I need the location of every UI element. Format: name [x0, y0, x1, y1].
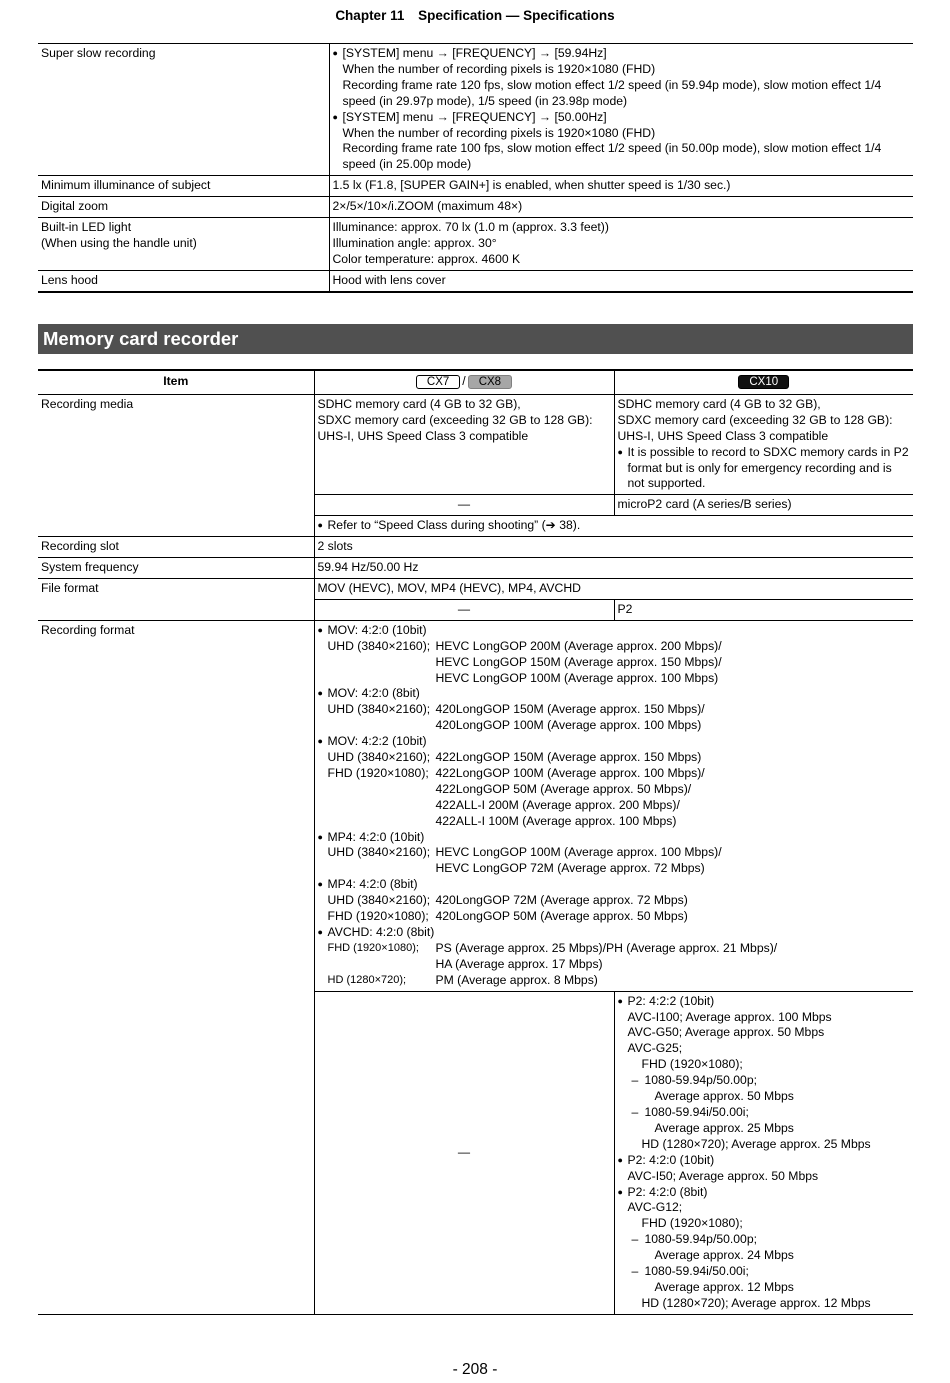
- row-value: [329, 44, 913, 176]
- text-line: UHS-I, UHS Speed Class 3 compatible: [617, 428, 829, 443]
- recording-slot-value: 2 slots: [314, 537, 913, 558]
- empty-dash: —: [314, 599, 614, 620]
- format-line: [318, 782, 911, 798]
- text-line: 1.5 lx (F1.8, [SUPER GAIN+] is enabled, when shutter speed is 1/30 sec.): [332, 178, 731, 193]
- p2-format-list: [614, 991, 913, 1314]
- format-line: HD (1280×720); Average approx. 12 Mbps: [641, 1295, 871, 1310]
- bullet-note: ● Refer to “Speed Class during shooting” (➔ 38).: [318, 518, 911, 534]
- format-resolution: UHD (3840×2160);: [327, 638, 431, 653]
- chapter-title: Specification — Specifications: [418, 8, 615, 23]
- sub-dash: –: [631, 1232, 639, 1247]
- format-line: [318, 893, 911, 909]
- format-resolution: UHD (3840×2160);: [327, 702, 431, 717]
- format-resolution: [328, 957, 436, 973]
- row-label-recording-format: Recording format: [38, 620, 314, 1314]
- format-resolution: [328, 814, 436, 830]
- row-label-file-format: File format: [38, 578, 314, 620]
- format-line: [318, 973, 911, 989]
- text-line: SDHC memory card (4 GB to 32 GB),: [317, 396, 521, 411]
- format-group-title: ● MOV: 4:2:0 (10bit): [318, 623, 911, 639]
- media-p2: microP2 card (A series/B series): [614, 495, 913, 516]
- badge-separator: /: [462, 374, 466, 388]
- format-resolution: HD (1280×720);: [327, 973, 407, 986]
- sub-dash: –: [631, 1104, 639, 1119]
- format-value: 1080-59.94i/50.00i;: [644, 1104, 749, 1119]
- text-line: Hood with lens cover: [332, 272, 446, 287]
- format-group-title: ● MOV: 4:2:2 (10bit): [318, 734, 911, 750]
- bullet-item: ● [SYSTEM] menu → [FREQUENCY] → [59.94Hz]: [333, 46, 911, 62]
- format-line: Average approx. 12 Mbps: [654, 1279, 794, 1294]
- text-line: When the number of recording pixels is 1920×1080 (FHD): [342, 125, 656, 140]
- format-group-title: ● MOV: 4:2:0 (8bit): [318, 686, 911, 702]
- format-value: HEVC LongGOP 72M (Average approx. 72 Mbps): [435, 861, 705, 876]
- model-badge-cx10: CX10: [738, 375, 789, 389]
- format-value: PS (Average approx. 25 Mbps)/PH (Average approx. 21 Mbps)/: [435, 940, 778, 955]
- format-line: [318, 909, 911, 925]
- bullet-note: ● It is possible to record to SDXC memory cards in P2 format but is only for emergency recording and is not supported.: [618, 445, 911, 493]
- format-resolution: [328, 782, 436, 798]
- format-line: [318, 718, 911, 734]
- format-line: [318, 766, 911, 782]
- table-header-row: [38, 370, 913, 394]
- format-group-title: ● MP4: 4:2:0 (10bit): [318, 830, 911, 846]
- table-row: [38, 578, 913, 599]
- format-resolution: FHD (1920×1080);: [327, 909, 429, 924]
- row-value: [329, 270, 913, 291]
- table-row: [38, 270, 913, 291]
- text-line: UHS-I, UHS Speed Class 3 compatible: [317, 428, 529, 443]
- format-line: [318, 702, 911, 718]
- model-badge-cx7: CX7: [416, 375, 460, 389]
- table-row: [38, 44, 913, 176]
- format-value: PM (Average approx. 8 Mbps): [435, 972, 598, 987]
- table-row: [38, 176, 913, 197]
- format-line: [618, 1073, 911, 1089]
- format-value: HEVC LongGOP 150M (Average approx. 150 Mbps)/: [435, 654, 722, 669]
- text-line: Recording frame rate 120 fps, slow motion effect 1/2 speed (in 59.94p mode), slow motion effect 1/4 speed (in 29.97p mode), 1/5 speed (in 23.98p mode): [342, 77, 882, 108]
- format-value: 422LongGOP 50M (Average approx. 50 Mbps)/: [435, 781, 692, 796]
- format-group-title: ● P2: 4:2:2 (10bit): [618, 994, 911, 1010]
- row-label: Super slow recording: [38, 44, 329, 176]
- row-label-system-frequency: System frequency: [38, 558, 314, 579]
- format-resolution: [328, 718, 436, 734]
- format-line: [318, 957, 911, 973]
- recorder-spec-table: [38, 369, 913, 1315]
- row-label-recording-slot: Recording slot: [38, 537, 314, 558]
- format-line: AVC-G50; Average approx. 50 Mbps: [627, 1025, 825, 1040]
- format-line: [618, 1232, 911, 1248]
- format-value: 422ALL-I 100M (Average approx. 100 Mbps): [435, 813, 677, 828]
- format-resolution: FHD (1920×1080);: [327, 941, 419, 954]
- format-group-title: ● AVCHD: 4:2:0 (8bit): [318, 925, 911, 941]
- format-value: 420LongGOP 150M (Average approx. 150 Mbps)/: [435, 702, 705, 717]
- format-value: 420LongGOP 50M (Average approx. 50 Mbps): [435, 909, 688, 924]
- text-line: SDHC memory card (4 GB to 32 GB),: [617, 396, 821, 411]
- format-line: [618, 1264, 911, 1280]
- format-resolution: [328, 798, 436, 814]
- format-resolution: UHD (3840×2160);: [327, 845, 431, 860]
- table-row: [38, 537, 913, 558]
- format-line: [318, 861, 911, 877]
- format-value: 1080-59.94i/50.00i;: [644, 1264, 749, 1279]
- format-value: 422ALL-I 200M (Average approx. 200 Mbps)/: [435, 797, 680, 812]
- format-line: AVC-G25;: [627, 1041, 683, 1056]
- section-title: Memory card recorder: [38, 324, 913, 354]
- row-value: [329, 176, 913, 197]
- format-value: 422LongGOP 100M (Average approx. 100 Mbps)/: [435, 765, 705, 780]
- sub-dash: –: [631, 1073, 639, 1088]
- format-value: 420LongGOP 72M (Average approx. 72 Mbps): [435, 893, 688, 908]
- text-line: Illuminance: approx. 70 lx (1.0 m (approx. 3.3 feet)): [332, 220, 609, 235]
- row-label: Lens hood: [38, 270, 329, 291]
- format-value: HEVC LongGOP 100M (Average approx. 100 Mbps): [435, 670, 719, 685]
- row-value: [329, 197, 913, 218]
- model-badge-cx8: CX8: [468, 375, 512, 389]
- column-header-cx7-cx8: [314, 370, 614, 394]
- row-value: [329, 218, 913, 271]
- format-value: HA (Average approx. 17 Mbps): [435, 956, 603, 971]
- row-label: Built-in LED light (When using the handle unit): [38, 218, 329, 271]
- format-line: FHD (1920×1080);: [641, 1057, 743, 1072]
- format-line: [318, 941, 911, 957]
- sub-dash: –: [631, 1264, 639, 1279]
- format-resolution: UHD (3840×2160);: [327, 893, 431, 908]
- text-line: SDXC memory card (exceeding 32 GB to 128 GB):: [617, 412, 893, 427]
- text-line: When the number of recording pixels is 1920×1080 (FHD): [342, 61, 656, 76]
- format-line: [318, 845, 911, 861]
- format-resolution: UHD (3840×2160);: [327, 750, 431, 765]
- recording-format-list: [314, 620, 913, 991]
- media-reference: [314, 516, 913, 537]
- table-row: [38, 620, 913, 991]
- format-line: Average approx. 25 Mbps: [654, 1120, 794, 1135]
- text-line: Illumination angle: approx. 30°: [332, 235, 497, 250]
- format-value: 420LongGOP 100M (Average approx. 100 Mbps): [435, 718, 702, 733]
- text-line: SDXC memory card (exceeding 32 GB to 128 GB):: [317, 412, 593, 427]
- format-value: HEVC LongGOP 200M (Average approx. 200 Mbps)/: [435, 638, 722, 653]
- system-frequency-value: 59.94 Hz/50.00 Hz: [314, 558, 913, 579]
- format-resolution: [328, 655, 436, 671]
- table-row: [38, 558, 913, 579]
- format-group-title: ● P2: 4:2:0 (8bit): [618, 1185, 911, 1201]
- format-resolution: FHD (1920×1080);: [327, 765, 429, 780]
- empty-dash: —: [314, 495, 614, 516]
- column-header-item: Item: [38, 370, 314, 394]
- text-line: Color temperature: approx. 4600 K: [332, 251, 521, 266]
- text-line: 2×/5×/10×/i.ZOOM (maximum 48×): [332, 199, 523, 214]
- row-label-recording-media: Recording media: [38, 394, 314, 536]
- format-resolution: [328, 671, 436, 687]
- media-cx7-cx8: [314, 394, 614, 494]
- file-format-p2: P2: [614, 599, 913, 620]
- column-header-cx10: [614, 370, 913, 394]
- table-row: [38, 197, 913, 218]
- format-line: [318, 655, 911, 671]
- bullet-item: ● [SYSTEM] menu → [FREQUENCY] → [50.00Hz]: [333, 110, 911, 126]
- row-label: Minimum illuminance of subject: [38, 176, 329, 197]
- format-line: FHD (1920×1080);: [641, 1216, 743, 1231]
- format-line: AVC-I50; Average approx. 50 Mbps: [627, 1168, 819, 1183]
- format-line: [318, 750, 911, 766]
- row-label: Digital zoom: [38, 197, 329, 218]
- format-line: [318, 671, 911, 687]
- chapter-label: Chapter 11: [335, 8, 405, 23]
- format-value: 1080-59.94p/50.00p;: [644, 1232, 757, 1247]
- format-line: AVC-I100; Average approx. 100 Mbps: [627, 1009, 832, 1024]
- empty-dash: —: [314, 991, 614, 1314]
- file-format-value: MOV (HEVC), MOV, MP4 (HEVC), MP4, AVCHD: [314, 578, 913, 599]
- camera-spec-table: [38, 43, 913, 293]
- format-line: [618, 1105, 911, 1121]
- format-value: 422LongGOP 150M (Average approx. 150 Mbps): [435, 750, 702, 765]
- page-header: [0, 8, 950, 24]
- page-number: - 208 -: [452, 1361, 498, 1378]
- format-line: [318, 798, 911, 814]
- format-line: [318, 814, 911, 830]
- table-row: [38, 394, 913, 494]
- media-cx10: [614, 394, 913, 494]
- format-value: 1080-59.94p/50.00p;: [644, 1073, 757, 1088]
- format-line: HD (1280×720); Average approx. 25 Mbps: [641, 1136, 871, 1151]
- table-row: [38, 218, 913, 271]
- format-line: Average approx. 50 Mbps: [654, 1089, 794, 1104]
- format-resolution: [328, 861, 436, 877]
- format-value: HEVC LongGOP 100M (Average approx. 100 Mbps)/: [435, 845, 722, 860]
- format-group-title: ● MP4: 4:2:0 (8bit): [318, 877, 911, 893]
- format-line: [318, 639, 911, 655]
- format-line: AVC-G12;: [627, 1200, 683, 1215]
- text-line: Recording frame rate 100 fps, slow motion effect 1/2 speed (in 50.00p mode), slow motion effect 1/4 speed (in 25.00p mode): [342, 141, 882, 172]
- format-group-title: ● P2: 4:2:0 (10bit): [618, 1153, 911, 1169]
- format-line: Average approx. 24 Mbps: [654, 1248, 794, 1263]
